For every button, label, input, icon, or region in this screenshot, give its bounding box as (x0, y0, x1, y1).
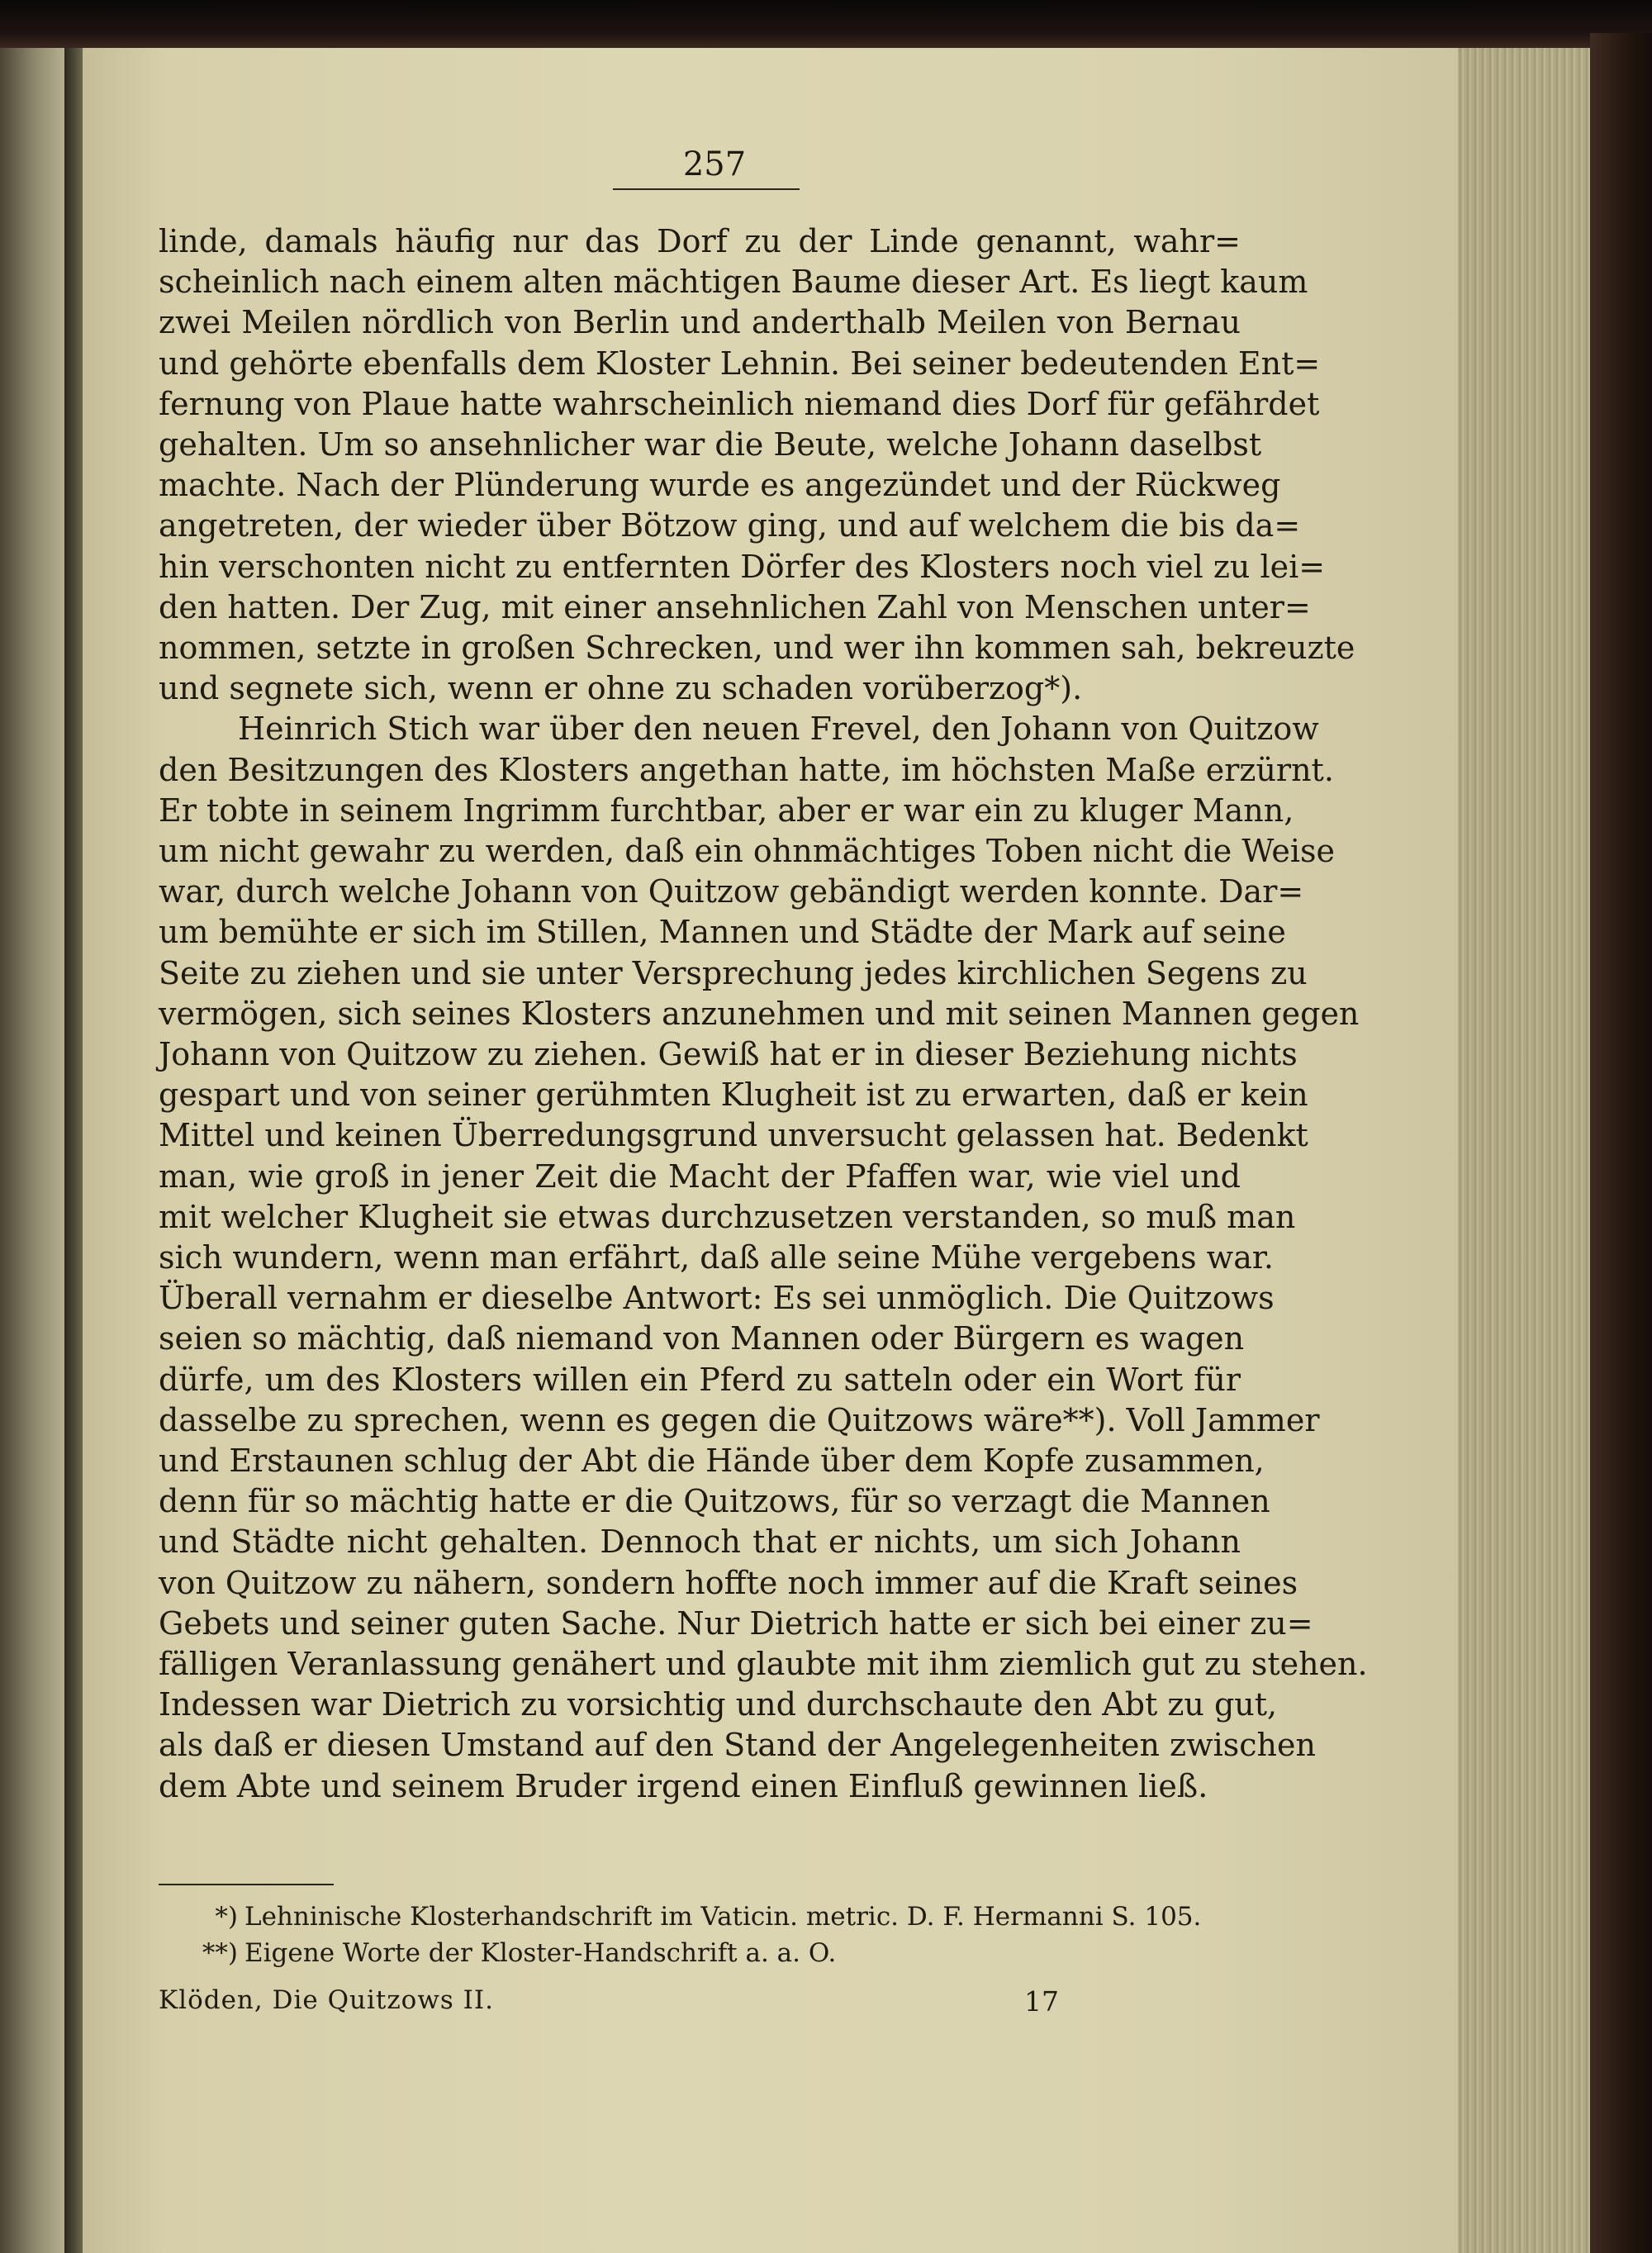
text-line: angetreten, der wieder über Bötzow ging, und auf welchem die bis da= (159, 507, 1301, 544)
footnote-mark: *) (215, 1902, 238, 1932)
text-line: und gehörte ebenfalls dem Kloster Lehnin. Bei seiner bedeutenden Ent= (159, 345, 1321, 382)
text-line: Johann von Quitzow zu ziehen. Gewiß hat er in dieser Beziehung nichts (159, 1036, 1298, 1072)
text-line: Gebets und seiner guten Sache. Nur Dietrich hatte er sich bei einer zu= (159, 1604, 1313, 1642)
signature-mark: Klöden, Die Quitzows II. (159, 1985, 494, 2015)
text-line: Seite zu ziehen und sie unter Versprechung jedes kirchlichen Segens zu (159, 954, 1308, 991)
page-number: 257 (682, 145, 747, 183)
text-line: fernung von Plaue hatte wahrscheinlich niemand dies Dorf für gefährdet (159, 385, 1320, 422)
text-line: von Quitzow zu nähern, sondern hoffte noch immer auf die Kraft seines (159, 1564, 1298, 1601)
text-line: um nicht gewahr zu werden, daß ein ohnmächtiges Toben nicht die Weise (159, 833, 1335, 869)
text-line: mit welcher Klugheit sie etwas durchzusetzen verstanden, so muß man (159, 1198, 1296, 1235)
text-line: gehalten. Um so ansehnlicher war die Beute, welche Johann daselbst (159, 426, 1262, 463)
text-line: Überall vernahm er dieselbe Antwort: Es sei unmöglich. Die Quitzows (159, 1280, 1275, 1317)
page-edges (1458, 48, 1590, 2253)
text-line: vermögen, sich seines Klosters anzunehmen und mit seinen Mannen gegen (159, 995, 1360, 1032)
text-line: den Besitzungen des Klosters angethan hatte, im höchsten Maße erzürnt. (159, 751, 1334, 788)
text-line: um bemühte er sich im Stillen, Mannen und Städte der Mark auf seine (159, 914, 1286, 951)
text-line: den hatten. Der Zug, mit einer ansehnlichen Zahl von Menschen unter= (159, 588, 1311, 625)
text-line: Indessen war Dietrich zu vorsichtig und durchschaute den Abt zu gut, (159, 1686, 1278, 1723)
text-line: als daß er diesen Umstand auf den Stand der Angelegenheiten zwischen (159, 1727, 1316, 1764)
text-line: denn für so mächtig hatte er die Quitzows, für so verzagt die Mannen (159, 1483, 1270, 1520)
footnote-mark: **) (202, 1938, 238, 1968)
text-line: nommen, setzte in großen Schrecken, und wer ihn kommen sah, bekreuzte (159, 630, 1355, 666)
text-line: dasselbe zu sprechen, wenn es gegen die Quitzows wäre**). Voll Jammer (159, 1401, 1320, 1438)
text-line: dürfe, um des Klosters willen ein Pferd zu satteln oder ein Wort für (159, 1361, 1241, 1398)
text-line: machte. Nach der Plünderung wurde es angezündet und der Rückweg (159, 467, 1281, 504)
text-line: hin verschonten nicht zu entfernten Dörfer des Klosters noch viel zu lei= (159, 548, 1326, 585)
text-line: Heinrich Stich war über den neuen Frevel, den Johann von Quitzow (238, 711, 1319, 748)
text-line: man, wie groß in jener Zeit die Macht der Pfaffen war, wie viel und (159, 1157, 1241, 1195)
text-line: dem Abte und seinem Bruder irgend einen Einfluß gewinnen ließ. (159, 1767, 1208, 1804)
text-line: war, durch welche Johann von Quitzow gebändigt werden konnte. Dar= (159, 873, 1304, 910)
signature-number: 17 (1024, 1985, 1059, 2018)
footnote-2 (159, 1937, 1241, 1970)
left-page-edge (0, 48, 64, 2253)
text-line: Er tobte in seinem Ingrimm furchtbar, aber er war ein zu kluger Mann, (159, 791, 1294, 829)
footnote-text: Lehninische Klosterhandschrift im Vaticin. metric. D. F. Hermanni S. 105. (244, 1902, 1202, 1932)
text-line: gespart und von seiner gerühmten Klugheit ist zu erwarten, daß er kein (159, 1077, 1308, 1114)
footnote-rule (159, 1884, 334, 1885)
text-line: fälligen Veranlassung genähert und glaubte mit ihm ziemlich gut zu stehen. (159, 1646, 1368, 1682)
text-line: scheinlich nach einem alten mächtigen Baume dieser Art. Es liegt kaum (159, 264, 1308, 301)
text-line: und Städte nicht gehalten. Dennoch that er nichts, um sich Johann (159, 1523, 1241, 1561)
book-gutter (64, 48, 83, 2253)
book-cover-edge (1590, 33, 1652, 2253)
text-line: und segnete sich, wenn er ohne zu schaden vorüberzog*). (159, 670, 1083, 707)
footnote-text: Eigene Worte der Kloster-Handschrift a. a. O. (244, 1938, 837, 1968)
text-line: seien so mächtig, daß niemand von Mannen oder Bürgern es wagen (159, 1320, 1245, 1357)
footnote-1 (159, 1900, 1241, 1933)
text-line: linde, damals häufig nur das Dorf zu der Linde genannt, wahr= (159, 223, 1241, 259)
text-line: sich wundern, wenn man erfährt, daß alle seine Mühe vergebens war. (159, 1239, 1274, 1276)
header-rule (613, 188, 800, 190)
book-cover-top (0, 0, 1652, 48)
text-line: Mittel und keinen Überredungsgrund unversucht gelassen hat. Bedenkt (159, 1117, 1308, 1154)
text-line: und Erstaunen schlug der Abt die Hände über dem Kopfe zusammen, (159, 1443, 1265, 1479)
text-line: zwei Meilen nördlich von Berlin und anderthalb Meilen von Bernau (159, 304, 1241, 341)
